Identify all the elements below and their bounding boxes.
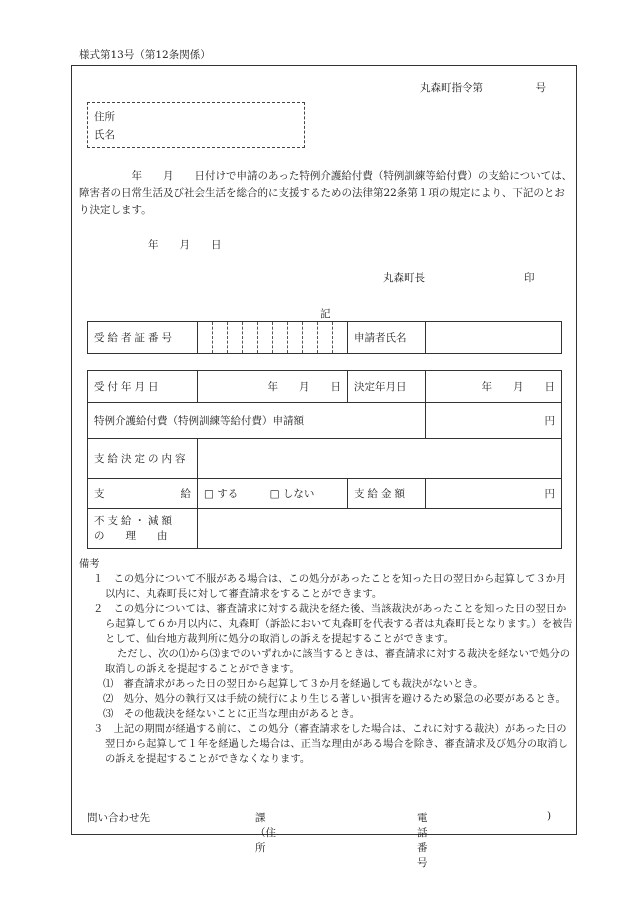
amount-yen: 円	[426, 403, 562, 439]
form-id: 様式第13号（第12条関係）	[79, 49, 211, 61]
ki-heading: 記	[320, 308, 331, 320]
pay-amount-yen: 円	[426, 479, 562, 509]
note-2: ２ この処分については、審査請求に対する裁決を経た後、当該裁決があったことを知った日の翌日から起算して６か月以内に、丸森町（訴訟において丸森町を代表する者は丸森町長となります。）を被告として、仙台地方裁判所に処分の取消しの訴えを提起することができます。	[93, 603, 573, 645]
cert-number-cells	[198, 322, 348, 354]
note-3: ３ 上記の期間が経過する前に、この処分（審査請求をした場合は、これに対する裁決）があった日の翌日から起算して１年を経過した場合は、正当な理由がある場合を除き、審査請求及び処分の取消しの訴えを提起することができなくなります。	[93, 723, 568, 765]
content-value	[198, 439, 562, 479]
reason-value	[198, 509, 562, 549]
note-2-sub-1: ⑴ 審査請求があった日の翌日から起算して３か月を経過しても裁決がないとき。	[103, 678, 484, 690]
content-label: 支給決定の内容	[88, 439, 198, 479]
cert-number-label: 受給者証番号	[88, 322, 198, 354]
body-text: 年 月 日付けで申請のあった特例介護給付費（特例訓練等給付費）の支給については、障害者の日常生活及び社会生活を総合的に支援するための法律第22条第１項の規定により、下記のとおり決定します。	[79, 170, 573, 216]
payment-options	[198, 479, 348, 509]
decision-table	[87, 370, 562, 549]
payment-label	[88, 479, 198, 509]
payment-label-a: 支	[94, 488, 105, 500]
decision-date-value: 年 月 日	[426, 371, 562, 403]
note-2-proviso: ただし、次の⑴から⑶までのいずれかに該当するときは、審査請求に対する裁決を経ないで処分の取消しの訴えを提起することができます。	[105, 648, 571, 675]
applicant-name-label: 申請者氏名	[348, 322, 426, 354]
pay-amount-label: 支給金額	[348, 479, 426, 509]
note-1: １ この処分について不服がある場合は、この処分があったことを知った日の翌日から起算して３か月以内に、丸森町長に対して審査請求をすることができます。	[93, 573, 567, 600]
document-number: 丸森町指令第 号	[420, 82, 546, 94]
payment-label-b: 給	[180, 488, 191, 500]
address-box	[87, 102, 305, 148]
decision-date-label: 決定年月日	[348, 371, 426, 403]
seal-mark: 印	[524, 272, 535, 284]
recipient-table	[87, 321, 562, 354]
reason-label-b: の 理 由	[94, 529, 168, 542]
reason-label	[88, 509, 198, 549]
note-2-sub-3: ⑶ その他裁決を経ないことに正当な理由があるとき。	[103, 708, 361, 720]
phone-label: 電話番号	[417, 812, 428, 869]
address-label: 住所	[94, 111, 115, 123]
reason-label-a: 不支給・減額	[94, 514, 175, 527]
receipt-date-value: 年 月 日	[198, 371, 348, 403]
contact-footer	[87, 810, 552, 869]
option-yes[interactable]: □ する	[204, 488, 239, 500]
notes-heading: 備考	[79, 558, 100, 570]
section-label: 課（住所	[255, 812, 276, 854]
applicant-name-value	[426, 322, 562, 354]
notes-section	[79, 557, 573, 767]
amount-label: 特例介護給付費（特例訓練等給付費）申請額	[88, 403, 426, 439]
note-2-sub-2: ⑵ 処分、処分の執行又は手続の続行により生じる著しい損害を避けるため緊急の必要があるとき。	[103, 693, 566, 705]
receipt-date-label: 受付年月日	[88, 371, 198, 403]
issuer-title: 丸森町長	[383, 272, 425, 284]
name-label: 氏名	[94, 129, 115, 141]
close-paren: )	[547, 810, 552, 822]
option-no[interactable]: □ しない	[269, 488, 315, 500]
contact-label: 問い合わせ先	[87, 812, 150, 824]
decision-date: 年 月 日	[148, 239, 222, 251]
